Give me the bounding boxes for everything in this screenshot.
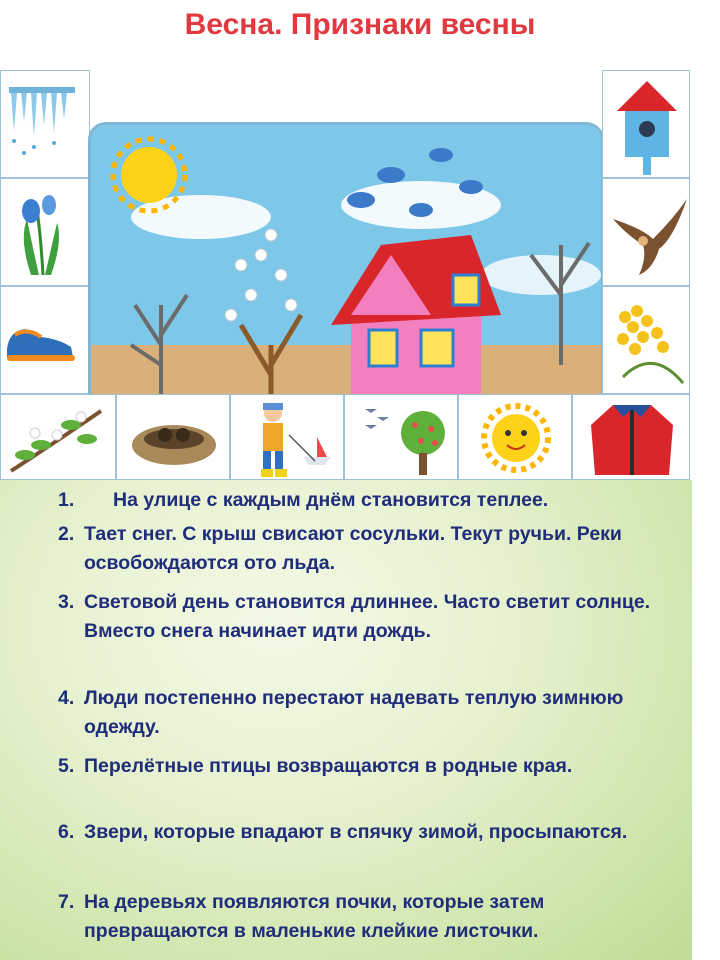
smiling-sun-icon	[458, 394, 572, 480]
list-item: 4. Люди постепенно перестают надевать теплую зимнюю одежду.	[58, 687, 624, 738]
snowdrop-flower-icon	[0, 178, 90, 286]
list-item: 6. Звери, которые впадают в спячку зимой, просыпаются.	[58, 821, 628, 843]
list-item: 1. На улице с каждым днём становится теплее.	[58, 489, 549, 511]
list-item: 2. Тает снег. С крыш свисают сосульки. Текут ручьи. Реки освобождаются ото льда.	[58, 523, 622, 574]
sneakers-icon	[0, 286, 90, 394]
list-item: 3. Световой день становится длиннее. Часто светит солнце. Вместо снега начинает идти дождь.	[58, 591, 651, 642]
bird-nest-icon	[116, 394, 230, 480]
list-item: 7. На деревьях появляются почки, которые затем превращаются в маленькие клейкие листочки.	[58, 891, 545, 942]
mimosa-icon	[602, 286, 690, 394]
child-with-paper-boat-icon	[230, 394, 344, 480]
picture-grid	[0, 70, 690, 480]
icicles-icon	[0, 70, 90, 178]
jacket-icon	[572, 394, 690, 480]
swallow-icon	[602, 178, 690, 286]
birdhouse-icon	[602, 70, 690, 178]
blooming-tree-with-birds-icon	[344, 394, 458, 480]
list-item: 5. Перелётные птицы возвращаются в родные края.	[58, 755, 573, 777]
page-title: Весна. Признаки весны	[184, 8, 536, 41]
blossom-branch-icon	[0, 394, 116, 480]
